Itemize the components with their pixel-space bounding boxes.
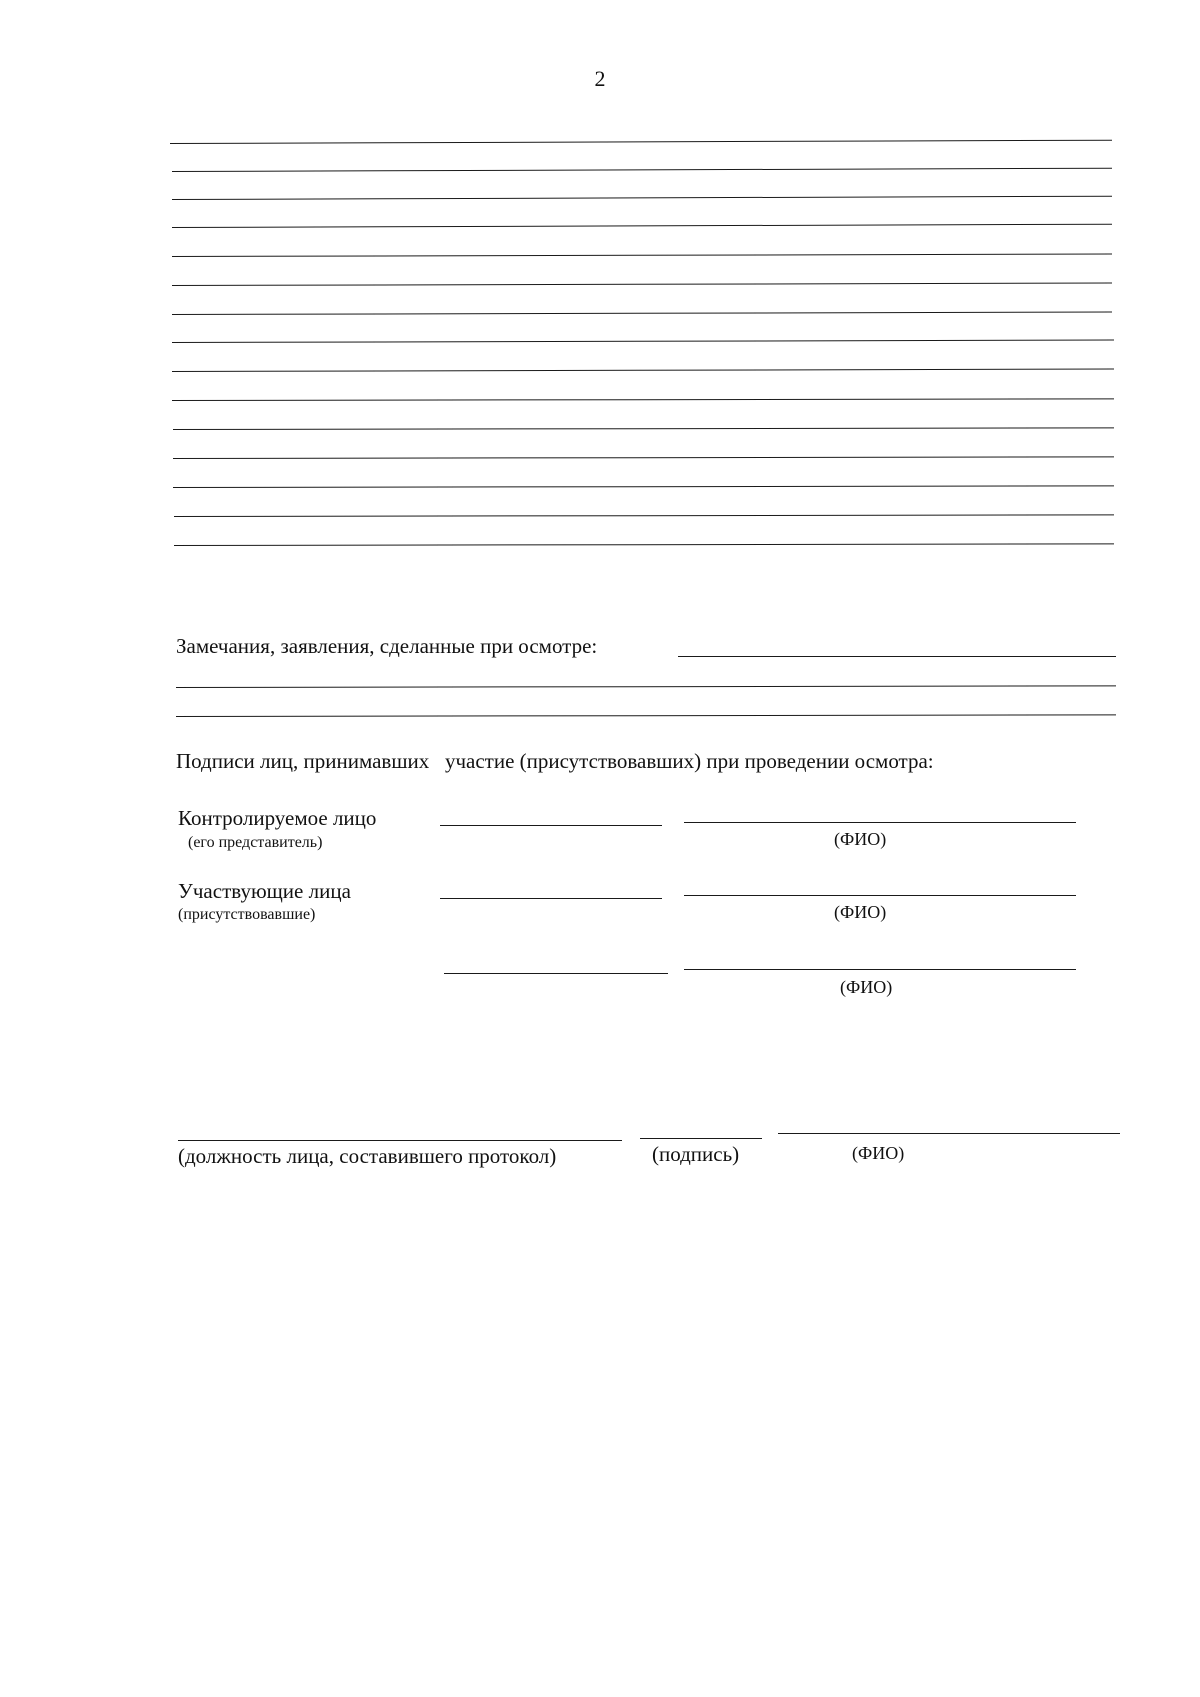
- participants-signature-line[interactable]: [440, 898, 662, 899]
- controlled-person-signature-line[interactable]: [440, 825, 662, 826]
- participants-label: Участвующие лица: [178, 879, 351, 903]
- participant-extra-fio-line[interactable]: [684, 969, 1076, 970]
- author-position-caption: (должность лица, составившего протокол): [178, 1144, 557, 1168]
- blank-line[interactable]: [172, 196, 1112, 200]
- blank-line[interactable]: [172, 224, 1112, 228]
- participant-extra-fio-caption: (ФИО): [840, 977, 893, 997]
- blank-line[interactable]: [172, 283, 1112, 286]
- blank-line[interactable]: [173, 485, 1114, 488]
- page-number: 2: [594, 66, 606, 91]
- author-signature-line[interactable]: [640, 1138, 762, 1139]
- author-position-line[interactable]: [178, 1140, 622, 1141]
- author-signature-caption: (подпись): [652, 1142, 740, 1166]
- blank-line[interactable]: [170, 140, 1112, 144]
- blank-line[interactable]: [172, 168, 1112, 172]
- controlled-person-fio-line[interactable]: [684, 822, 1076, 823]
- author-fio-caption: (ФИО): [852, 1143, 905, 1163]
- controlled-person-label: Контролируемое лицо: [178, 806, 377, 830]
- blank-line[interactable]: [173, 427, 1114, 430]
- signatures-heading: Подписи лиц, принимавших участие (присутствовавших) при проведении осмотра:: [176, 749, 934, 773]
- blank-line[interactable]: [174, 543, 1114, 546]
- participants-fio-line[interactable]: [684, 895, 1076, 896]
- blank-line[interactable]: [172, 254, 1112, 257]
- blank-line[interactable]: [172, 369, 1114, 372]
- remarks-line[interactable]: [678, 656, 1116, 657]
- participants-sublabel: (присутствовавшие): [178, 906, 316, 923]
- blank-line[interactable]: [174, 514, 1114, 517]
- blank-line[interactable]: [172, 340, 1114, 343]
- controlled-person-sublabel: (его представитель): [188, 834, 323, 851]
- remarks-label: Замечания, заявления, сделанные при осмотре:: [176, 634, 598, 658]
- blank-line[interactable]: [172, 312, 1112, 315]
- participants-fio-caption: (ФИО): [834, 902, 887, 922]
- controlled-person-fio-caption: (ФИО): [834, 829, 887, 849]
- blank-line[interactable]: [173, 456, 1114, 459]
- participant-extra-signature-line[interactable]: [444, 973, 668, 974]
- remarks-line[interactable]: [176, 685, 1116, 688]
- author-fio-line[interactable]: [778, 1133, 1120, 1134]
- blank-line[interactable]: [172, 398, 1114, 401]
- remarks-line[interactable]: [176, 714, 1116, 717]
